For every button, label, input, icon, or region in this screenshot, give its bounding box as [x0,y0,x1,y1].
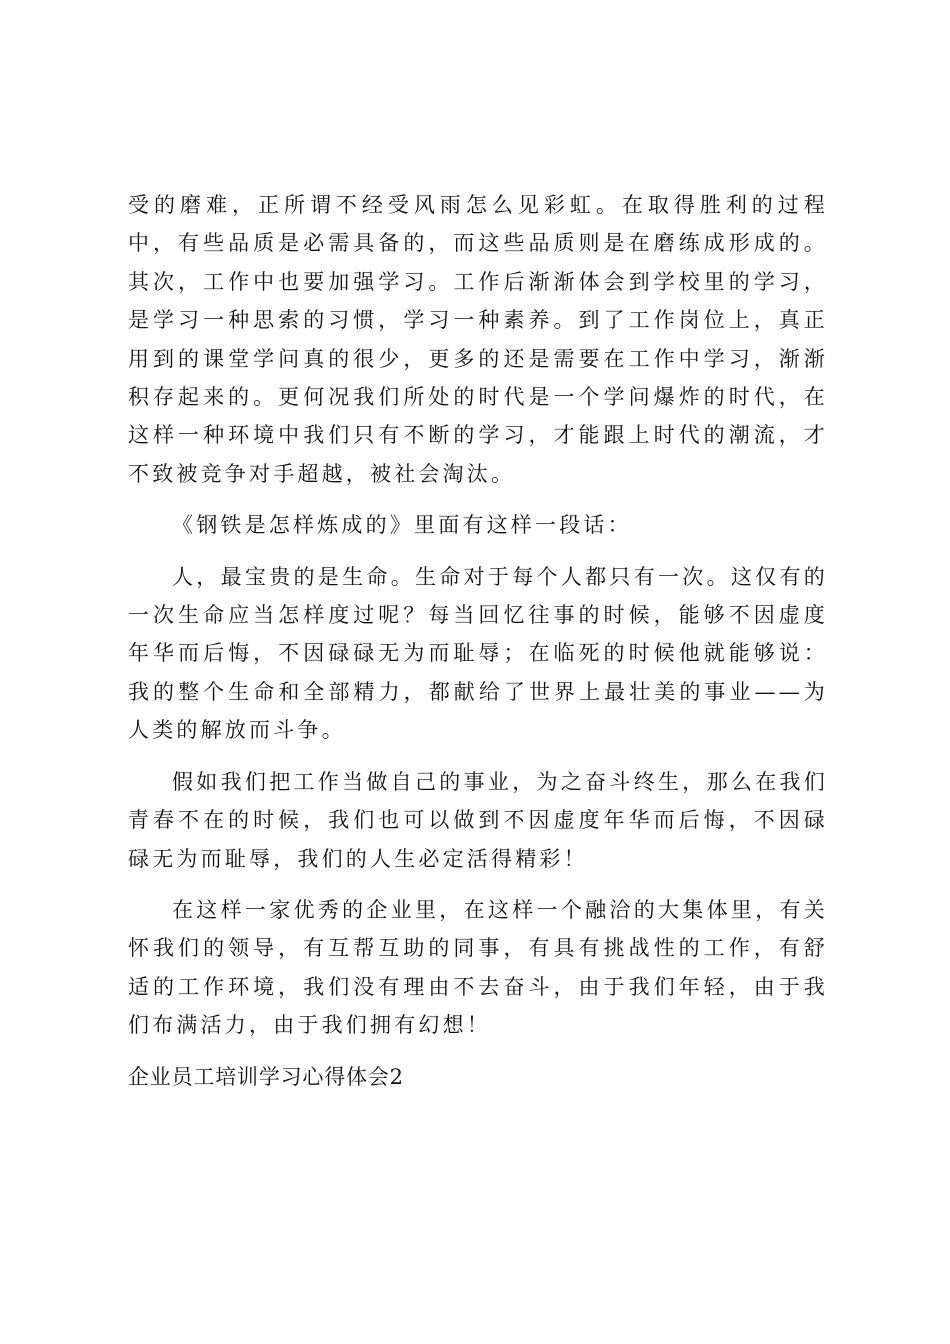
paragraph-career: 假如我们把工作当做自己的事业，为之奋斗终生，那么在我们青春不在的时候，我们也可以做到不因虚度年华而后悔，不因碌碌无为而耻辱，我们的人生必定活得精彩！ [128,769,828,871]
paragraph-quote-intro: 《钢铁是怎样炼成的》里面有这样一段话： [172,513,632,538]
document-body [128,186,828,1096]
section-heading: 企业员工培训学习心得体会2 [128,1064,404,1089]
paragraph-company: 在这样一家优秀的企业里，在这样一个融洽的大集体里，有关怀我们的领导，有互帮互助的同事，有具有挑战性的工作，有舒适的工作环境，我们没有理由不去奋斗，由于我们年轻，由于我们布满活力，由于我们拥有幻想！ [128,897,828,1038]
paragraph-quote: 人，最宝贵的是生命。生命对于每个人都只有一次。这仅有的一次生命应当怎样度过呢？每当回忆往事的时候，能够不因虚度年华而后悔，不因碌碌无为而耻辱；在临死的时候他就能够说：我的整个生命和全部精力，都献给了世界上最壮美的事业——为人类的解放而斗争。 [128,564,828,743]
paragraph-continuation: 受的磨难，正所谓不经受风雨怎么见彩虹。在取得胜利的过程中，有些品质是必需具备的，而这些品质则是在磨练成形成的。其次，工作中也要加强学习。工作后渐渐体会到学校里的学习，是学习一种思索的习惯，学习一种素养。到了工作岗位上，真正用到的课堂学问真的很少，更多的还是需要在工作中学习，渐渐积存起来的。更何况我们所处的时代是一个学问爆炸的时代，在这样一种环境中我们只有不断的学习，才能跟上时代的潮流，才不致被竞争对手超越，被社会淘汰。 [128,193,828,486]
